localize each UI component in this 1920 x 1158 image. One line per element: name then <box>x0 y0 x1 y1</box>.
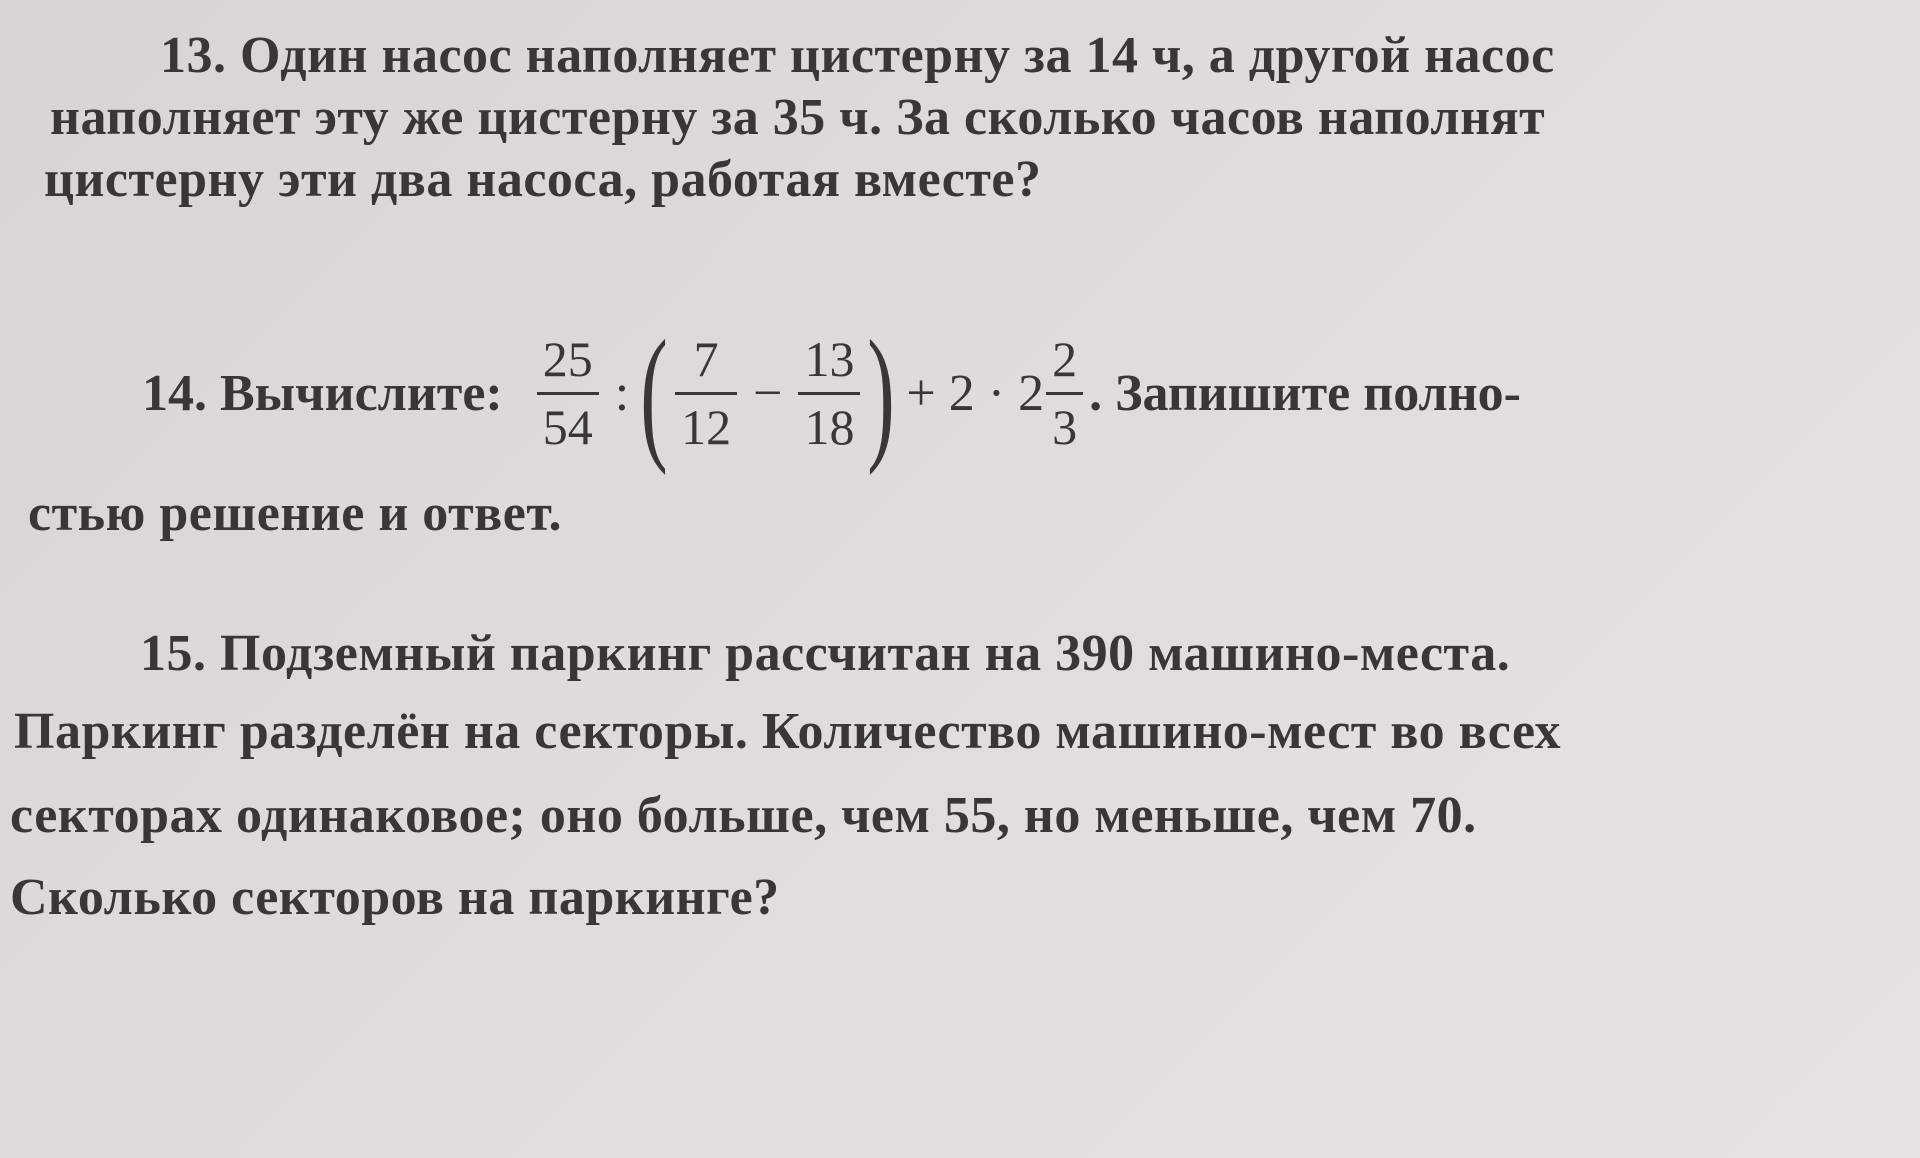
problem-14-line-2: стью решение и ответ. <box>28 485 562 542</box>
fraction-denominator: 18 <box>804 398 855 455</box>
fraction-25-54 <box>537 333 599 453</box>
problem-15-line-4: Сколько секторов на паркинге? <box>10 869 780 926</box>
fraction-numerator: 13 <box>804 331 855 387</box>
minus-sign: − <box>753 364 783 422</box>
problem-14-label: 14. Вычислите: <box>142 364 503 422</box>
plus-two-times-two: + 2 · 2 <box>906 364 1045 422</box>
open-parenthesis: ( <box>640 310 668 476</box>
problem-15-line-2: Паркинг разделён на секторы. Количество машино-мест во всех <box>14 703 1562 760</box>
fraction-denominator: 3 <box>1052 398 1078 455</box>
fraction-denominator: 12 <box>681 398 732 455</box>
problem-13-line-2: наполняет эту же цистерну за 35 ч. За сколько часов наполнят <box>50 89 1546 146</box>
division-colon: : <box>614 364 630 422</box>
fraction-13-18 <box>798 333 860 453</box>
fraction-bar <box>798 392 860 395</box>
fraction-bar <box>675 392 737 395</box>
fraction-2-3 <box>1046 333 1083 453</box>
fraction-numerator: 2 <box>1052 331 1078 387</box>
fraction-numerator: 7 <box>693 331 719 387</box>
close-parenthesis: ) <box>867 310 896 476</box>
problem-15-line-1: 15. Подземный паркинг рассчитан на 390 машино-места. <box>140 625 1511 682</box>
fraction-bar <box>537 392 599 395</box>
problem-14-tail: . Запишите полно- <box>1089 364 1521 422</box>
fraction-7-12 <box>675 333 737 453</box>
problem-14-expression <box>142 310 1521 476</box>
problem-15-line-3: секторах одинаковое; оно больше, чем 55, но меньше, чем 70. <box>10 787 1477 844</box>
problem-13-line-1: 13. Один насос наполняет цистерну за 14 ч, а другой насос <box>160 27 1555 84</box>
fraction-numerator: 25 <box>542 331 593 387</box>
problem-13-line-3: цистерну эти два насоса, работая вместе? <box>44 151 1042 208</box>
fraction-denominator: 54 <box>542 398 593 455</box>
fraction-bar <box>1046 392 1083 395</box>
